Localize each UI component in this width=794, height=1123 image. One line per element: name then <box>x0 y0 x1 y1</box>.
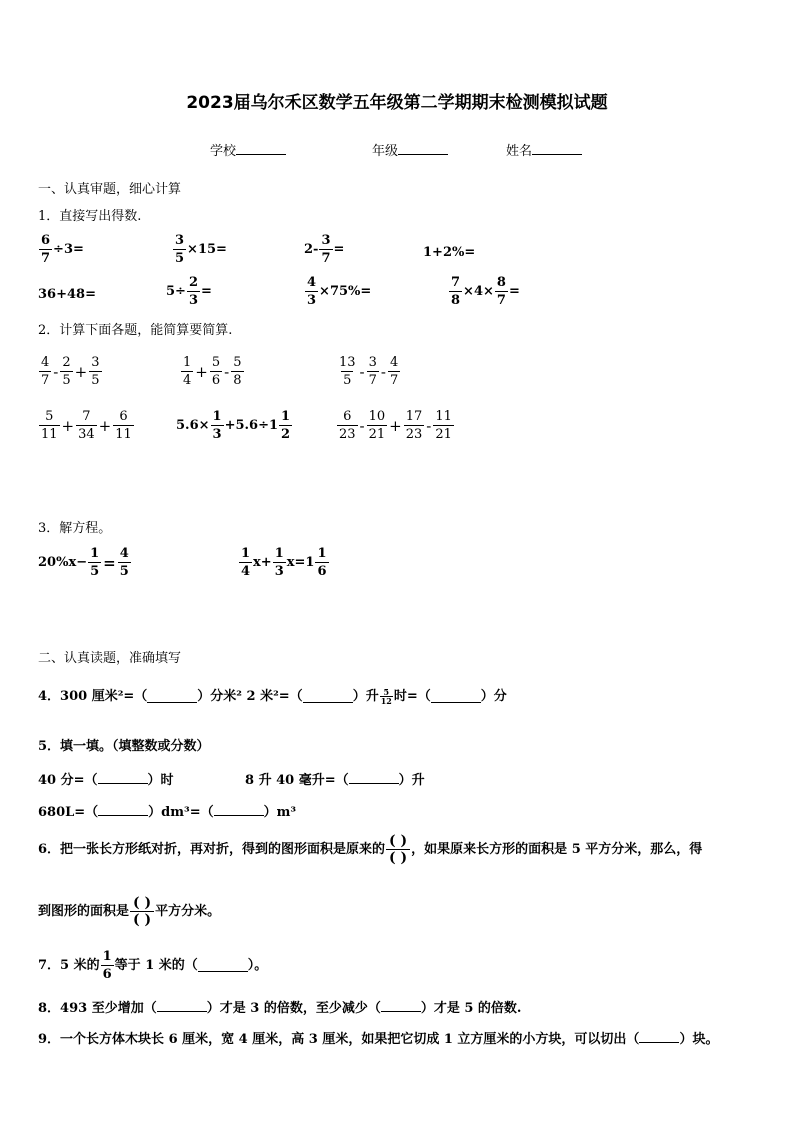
q1-r1-c <box>304 234 344 265</box>
page-title: 2023届乌尔禾区数学五年级第二学期期末检测模拟试题 <box>186 93 608 113</box>
name-blank[interactable] <box>532 142 582 155</box>
q8-text: ）才是 5 的倍数. <box>420 1001 522 1016</box>
q3-equation-2 <box>238 547 330 578</box>
den: 12 <box>380 696 392 706</box>
q7-text: 7．5 米的 <box>38 957 100 973</box>
q8-blank[interactable] <box>381 999 421 1012</box>
operator: - <box>426 416 432 435</box>
expr-text: = <box>333 241 345 257</box>
expr-text: ×4× <box>463 283 494 299</box>
q4-blank[interactable] <box>303 690 353 703</box>
den: ( ) <box>130 911 154 928</box>
den: 8 <box>233 373 242 388</box>
den: 5 <box>62 373 71 388</box>
num: 1 <box>212 409 222 424</box>
num: 1 <box>183 355 192 370</box>
q4-text: 时=（ <box>393 688 431 704</box>
q5-text: ）升 <box>398 773 425 788</box>
operator: + <box>195 362 208 381</box>
q6-fraction-blank[interactable] <box>386 833 410 866</box>
operator: = <box>103 553 116 572</box>
q5-text: ）时 <box>147 773 174 788</box>
q8-text: 8．493 至少增加（ <box>38 1001 157 1016</box>
num: 6 <box>41 233 51 248</box>
name-label: 姓名 <box>506 144 533 159</box>
num: 11 <box>435 409 452 424</box>
q4-text: ）分 <box>480 688 507 704</box>
q4-text: 4．300 厘米²=（ <box>38 688 148 704</box>
operator: + <box>74 362 88 381</box>
q6-text: 6．把一张长方形纸对折，再对折，得到的图形面积是原来的 <box>38 841 386 857</box>
num: 4 <box>41 355 50 370</box>
num: 7 <box>82 409 91 424</box>
q2-label: 2．计算下面各题，能简算要简算. <box>38 323 233 338</box>
den: 7 <box>41 251 51 266</box>
num: 5 <box>45 409 54 424</box>
den: 4 <box>241 564 251 579</box>
operator: + <box>389 416 402 435</box>
q6-text: ，如果原来长方形的面积是 5 平方分米，那么，得 <box>411 841 703 857</box>
expr-text: ×75%= <box>319 283 372 299</box>
q1-r1-b <box>172 234 227 265</box>
q1-r2-c <box>304 276 371 307</box>
expr-text: x+ <box>253 554 272 570</box>
den: 8 <box>451 293 461 308</box>
name-field <box>506 142 582 160</box>
num: 5 <box>233 355 242 370</box>
den: 7 <box>496 293 506 308</box>
expr-text: x=1 <box>286 554 315 570</box>
section2-heading: 二、认真读题，准确填写 <box>38 651 182 666</box>
operator: - <box>380 362 386 381</box>
num: 1 <box>274 546 284 561</box>
q9-line <box>38 1030 718 1048</box>
den: ( ) <box>386 849 410 866</box>
den: 6 <box>317 564 327 579</box>
den: 23 <box>339 427 356 442</box>
expr-text: ×15= <box>187 241 227 257</box>
q5-text: 680L=（ <box>38 805 99 820</box>
num: 3 <box>368 355 377 370</box>
den: 6 <box>102 967 112 982</box>
num: 6 <box>343 409 352 424</box>
expr-text: = <box>201 283 212 299</box>
q8-line <box>38 999 521 1017</box>
den: 11 <box>115 427 132 442</box>
q6-text: 到图形的面积是 <box>38 903 130 919</box>
q4-line <box>38 688 507 705</box>
q4-blank[interactable] <box>147 690 197 703</box>
den: 2 <box>281 427 291 442</box>
num: 8 <box>496 275 506 290</box>
q9-text: ）块。 <box>679 1032 719 1047</box>
expr-text: 5.6× <box>176 417 210 433</box>
q4-text: ）升 <box>352 688 379 704</box>
den: 5 <box>175 251 185 266</box>
q1-r2-d <box>448 276 520 307</box>
q3-label: 3．解方程。 <box>38 521 112 536</box>
q1-label: 1．直接写出得数. <box>38 209 142 224</box>
num: 1 <box>102 949 112 964</box>
operator: + <box>61 416 75 435</box>
num: 1 <box>241 546 251 561</box>
num: 1 <box>90 546 100 561</box>
school-field <box>210 142 286 160</box>
q7-text: 等于 1 米的（ <box>114 957 198 973</box>
grade-blank[interactable] <box>398 142 448 155</box>
num: 4 <box>119 546 129 561</box>
den: 7 <box>321 251 331 266</box>
num: ( ) <box>133 895 152 911</box>
school-label: 学校 <box>210 144 237 159</box>
den: 7 <box>41 373 50 388</box>
q1-r1-a <box>38 234 84 265</box>
den: 3 <box>188 293 198 308</box>
num: 4 <box>307 275 317 290</box>
q1-r2-b <box>166 276 212 307</box>
den: 3 <box>307 293 317 308</box>
den: 7 <box>389 373 399 388</box>
q6-line1 <box>38 833 702 866</box>
q9-text: 9．一个长方体木块长 6 厘米，宽 4 厘米，高 3 厘米，如果把它切成 1 立方厘米的小方块，可以切出（ <box>38 1032 640 1047</box>
num: ( ) <box>389 833 408 849</box>
den: 21 <box>368 427 386 442</box>
expr-text: 5÷ <box>166 283 186 299</box>
den: 4 <box>183 373 192 388</box>
q5-text: ）m³ <box>263 805 297 820</box>
q5-text: 8 升 40 毫升=（ <box>245 773 349 788</box>
q5-line2 <box>38 803 296 821</box>
operator: - <box>359 416 365 435</box>
den: 5 <box>119 564 129 579</box>
school-blank[interactable] <box>236 142 286 155</box>
num: 3 <box>321 233 331 248</box>
q2-expr-6 <box>336 410 455 441</box>
q6-line2 <box>38 895 220 928</box>
expr-text: 20%x− <box>38 554 88 570</box>
q6-fraction-blank[interactable] <box>130 895 154 928</box>
q5-blank[interactable] <box>98 771 148 784</box>
q2-expr-1 <box>38 356 103 387</box>
den: 3 <box>274 564 284 579</box>
num: 10 <box>368 409 386 424</box>
q5-text: 40 分=（ <box>38 773 98 788</box>
den: 5 <box>90 564 100 579</box>
num: 3 <box>91 355 100 370</box>
num: 7 <box>451 275 461 290</box>
grade-label: 年级 <box>372 144 399 159</box>
num: 1 <box>317 546 327 561</box>
den: 21 <box>435 427 452 442</box>
num: 6 <box>119 409 128 424</box>
q7-line <box>38 950 267 981</box>
num: 1 <box>281 409 291 424</box>
q5-line1a <box>38 771 174 789</box>
operator: - <box>224 362 230 381</box>
q5-line1b <box>245 771 425 789</box>
den: 11 <box>41 427 58 442</box>
q1-r1-d: 1+2%= <box>423 245 476 260</box>
q6-text: 平方分米。 <box>155 903 221 919</box>
expr-text: ÷3= <box>53 241 84 257</box>
q2-expr-4 <box>38 410 135 441</box>
num: 2 <box>188 275 198 290</box>
q2-expr-5 <box>176 410 293 441</box>
den: 7 <box>368 373 377 388</box>
q9-blank[interactable] <box>639 1030 679 1043</box>
grade-field <box>372 142 448 160</box>
num: 3 <box>175 233 185 248</box>
den: 5 <box>343 373 352 388</box>
q5-blank[interactable] <box>349 771 399 784</box>
q4-text: ）分米² 2 米²=（ <box>197 688 303 704</box>
num: 5 <box>211 355 221 370</box>
q1-r2-a: 36+48= <box>38 287 96 302</box>
q2-expr-3 <box>336 356 401 387</box>
q5-label: 5．填一填。（填整数或分数） <box>38 739 210 754</box>
q3-equation-1 <box>38 547 132 578</box>
q8-blank[interactable] <box>157 999 207 1012</box>
q5-blank[interactable] <box>98 803 148 816</box>
num: 5 <box>383 687 390 697</box>
q7-blank[interactable] <box>198 959 248 972</box>
operator: - <box>53 362 59 381</box>
num: 4 <box>389 355 399 370</box>
q7-text: ）。 <box>247 957 268 973</box>
expr-text: = <box>508 283 520 299</box>
den: 23 <box>405 427 423 442</box>
q8-text: ）才是 3 的倍数，至少减少（ <box>206 1001 381 1016</box>
den: 34 <box>78 427 95 442</box>
num: 13 <box>339 355 356 370</box>
expr-text: 2- <box>304 241 319 257</box>
den: 6 <box>211 373 221 388</box>
q5-text: ）dm³=（ <box>148 805 214 820</box>
expr-text: +5.6÷1 <box>224 417 279 433</box>
section1-heading: 一、认真审题，细心计算 <box>38 182 182 197</box>
operator: + <box>98 416 112 435</box>
num: 2 <box>62 355 71 370</box>
num: 17 <box>405 409 423 424</box>
den: 3 <box>212 427 222 442</box>
den: 5 <box>91 373 100 388</box>
q2-expr-2 <box>180 356 245 387</box>
q5-blank[interactable] <box>214 803 264 816</box>
q4-blank[interactable] <box>431 690 481 703</box>
operator: - <box>359 362 365 381</box>
